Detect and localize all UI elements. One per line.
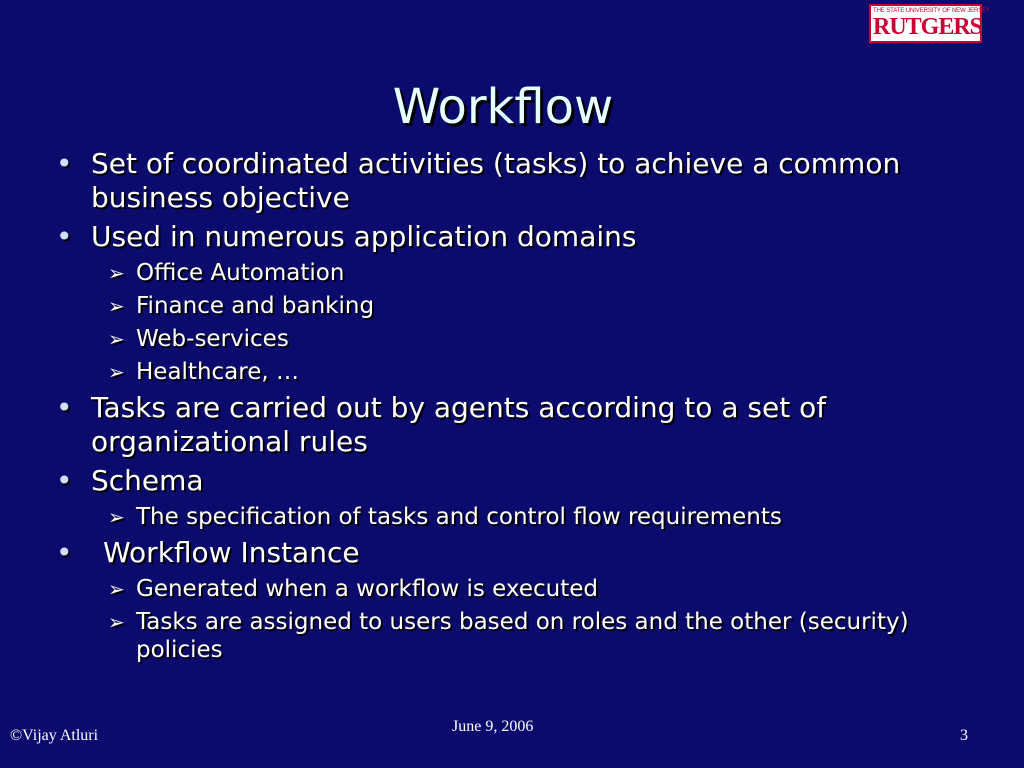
- bullet-text: Tasks are carried out by agents according to a set of organizational rules: [91, 391, 827, 458]
- arrow-bullet-icon: ➢: [108, 294, 125, 318]
- bullet-coordinated-activities: [56, 147, 956, 215]
- bullet-text: Workflow Instance: [103, 536, 360, 569]
- sub-bullet-office-automation: [56, 259, 956, 287]
- logo-tagline: THE STATE UNIVERSITY OF NEW JERSEY: [873, 8, 990, 14]
- bullet-workflow-instance: [56, 536, 956, 570]
- sub-bullet-tasks-assigned: [56, 608, 956, 664]
- bullet-text: Schema: [91, 464, 204, 497]
- bullet-schema: [56, 464, 956, 498]
- bullet-application-domains: [56, 220, 956, 254]
- sub-bullet-specification: [56, 503, 956, 531]
- footer-page-number: 3: [960, 727, 968, 744]
- sub-bullet-web-services: [56, 325, 956, 353]
- sub-bullet-text: Tasks are assigned to users based on roles and the other (security) policies: [136, 609, 909, 663]
- bullet-dot-icon: •: [56, 147, 73, 180]
- arrow-bullet-icon: ➢: [108, 360, 125, 384]
- sub-bullet-finance: [56, 292, 956, 320]
- sub-bullet-text: Office Automation: [136, 260, 345, 286]
- arrow-bullet-icon: ➢: [108, 577, 125, 601]
- arrow-bullet-icon: ➢: [108, 610, 125, 634]
- bullet-dot-icon: •: [56, 536, 73, 569]
- slide-title: Workflow: [392, 79, 614, 135]
- logo-wordmark: RUTGERS: [873, 14, 983, 40]
- arrow-bullet-icon: ➢: [108, 505, 125, 529]
- bullet-dot-icon: •: [56, 220, 73, 253]
- bullet-dot-icon: •: [56, 464, 73, 497]
- arrow-bullet-icon: ➢: [108, 327, 125, 351]
- sub-bullet-text: Healthcare, …: [136, 359, 299, 385]
- sub-bullet-text: Finance and banking: [136, 293, 375, 319]
- slide-content: [56, 147, 956, 669]
- sub-bullet-text: Generated when a workflow is executed: [136, 576, 598, 602]
- sub-bullet-text: The specification of tasks and control flow requirements: [136, 504, 782, 530]
- bullet-dot-icon: •: [56, 391, 73, 424]
- sub-bullet-text: Web-services: [136, 326, 289, 352]
- sub-bullet-generated: [56, 575, 956, 603]
- footer-author: ©Vijay Atluri: [10, 727, 99, 744]
- rutgers-logo: [869, 4, 990, 43]
- arrow-bullet-icon: ➢: [108, 261, 125, 285]
- bullet-text: Used in numerous application domains: [91, 220, 637, 253]
- sub-bullet-healthcare: [56, 358, 956, 386]
- footer-date: June 9, 2006: [452, 718, 534, 735]
- bullet-tasks-agents: [56, 391, 956, 459]
- bullet-text: Set of coordinated activities (tasks) to achieve a common business objective: [91, 147, 901, 214]
